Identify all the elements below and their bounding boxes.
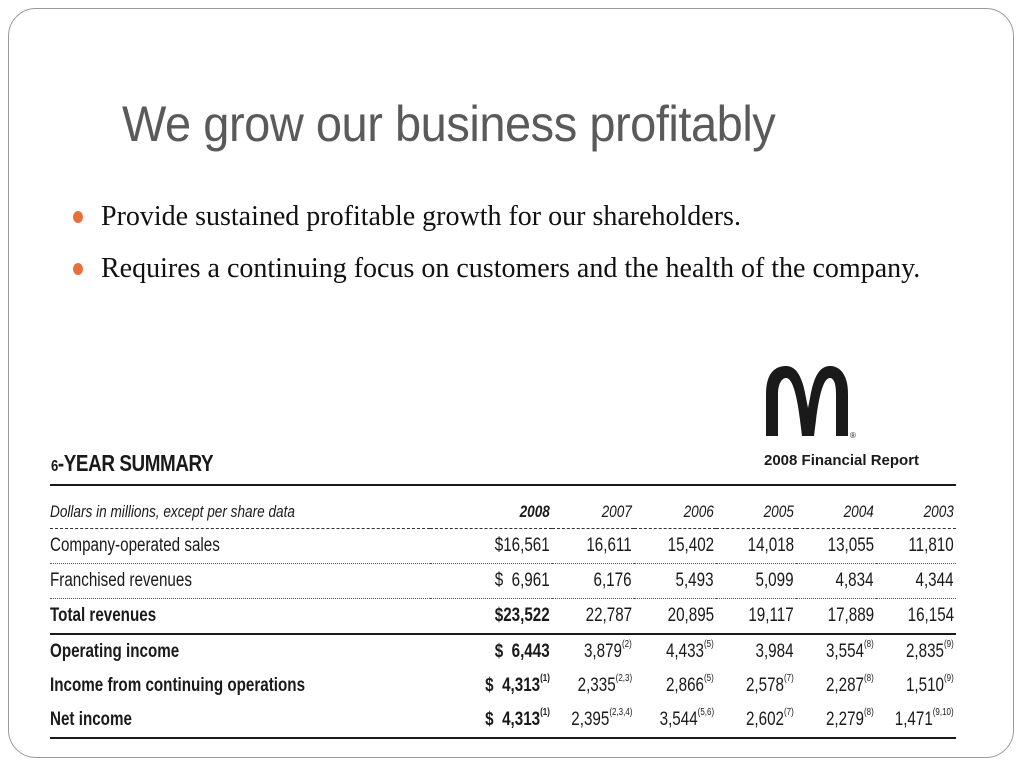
registered-mark: ® [850,431,856,440]
cell-value: 13,055 [796,529,876,564]
cell-value: 6,176 [552,564,634,599]
cell-value: 11,810 [876,529,956,564]
table-row [50,529,956,564]
cell-value: 5,493 [634,564,716,599]
cell-value: 3,984 [755,641,794,662]
table-row [50,669,956,703]
row-label: Total revenues [50,599,430,635]
cell-value: 2,279$^{(8)}$ [796,703,876,738]
bullet-item [71,195,971,239]
mcdonalds-arches-logo-icon [762,364,858,440]
cell-value: 5,099 [716,564,796,599]
summary-top-rule [50,484,956,486]
cell-value: $16,561 [430,529,552,564]
row-label: Income from continuing operations [50,675,306,696]
cell-value: 1,471$^{(9,10)}$ [876,703,956,738]
header-year-2007: 2007 [552,496,634,529]
financial-report-label: 2008 Financial Report [764,452,920,469]
cell-value: 4,834 [796,564,876,599]
row-label: Operating income [50,641,180,662]
header-year-2005: 2005 [716,496,796,529]
cell-value: 17,889 [796,599,876,635]
cell-value: $ 4,313$^{(1)}$ [485,673,550,696]
cell-value: 2,602$^{(7)}$ [716,703,796,738]
cell-value: 3,554$^{(8)}$ [826,639,874,662]
cell-value: 16,611 [552,529,634,564]
bullet-dot-icon [73,211,83,223]
header-year-2004: 2004 [796,496,876,529]
row-label: Franchised revenues [50,564,430,599]
cell-value: $23,522 [430,599,552,635]
cell-value: 16,154 [876,599,956,635]
table-row [50,564,956,599]
table-row-total [50,599,956,635]
cell-value: 20,895 [634,599,716,635]
cell-value: 22,787 [552,599,634,635]
cell-value: 2,335$^{(2,3)}$ [577,673,632,696]
header-year-2006: 2006 [634,496,716,529]
cell-value: 2,835$^{(9)}$ [906,639,954,662]
bullet-dot-icon [73,263,83,275]
row-label: Company-operated sales [50,529,430,564]
cell-value: 3,879$^{(2)}$ [584,639,632,662]
cell-value: 15,402 [634,529,716,564]
cell-value: 19,117 [716,599,796,635]
bullet-item [71,247,971,291]
summary-title [51,450,213,477]
cell-value: 2,395$^{(2,3,4)}$ [552,703,634,738]
cell-value: $ 6,961 [430,564,552,599]
row-label: Net income [50,703,430,738]
header-year-2003: 2003 [876,496,956,529]
header-year-2008: 2008 [430,496,552,529]
cell-value: 4,433$^{(5)}$ [666,639,714,662]
cell-value: 2,578$^{(7)}$ [746,673,794,696]
table-row [50,634,956,669]
cell-value: 1,510$^{(9)}$ [906,673,954,696]
bullet-text: Provide sustained profitable growth for our shareholders. [101,201,741,232]
cell-value: 14,018 [716,529,796,564]
cell-value: $ 4,313$^{(1)}$ [430,703,552,738]
table-row [50,703,956,738]
cell-value: 2,287$^{(8)}$ [826,673,874,696]
slide-title: We grow our business profitably [122,96,776,152]
bullet-list [71,195,971,299]
six-year-summary-table [50,496,956,739]
header-label-cell: Dollars in millions, except per share data [50,496,430,529]
cell-value: 3,544$^{(5,6)}$ [634,703,716,738]
summary-title-prefix: 6 [51,458,58,475]
cell-value: $ 6,443 [495,641,550,662]
cell-value: 4,344 [876,564,956,599]
cell-value: 2,866$^{(5)}$ [666,673,714,696]
bullet-text: Requires a continuing focus on customers and the health of the company. [101,253,921,284]
table-header-row [50,496,956,529]
summary-title-text: -YEAR SUMMARY [57,450,214,476]
